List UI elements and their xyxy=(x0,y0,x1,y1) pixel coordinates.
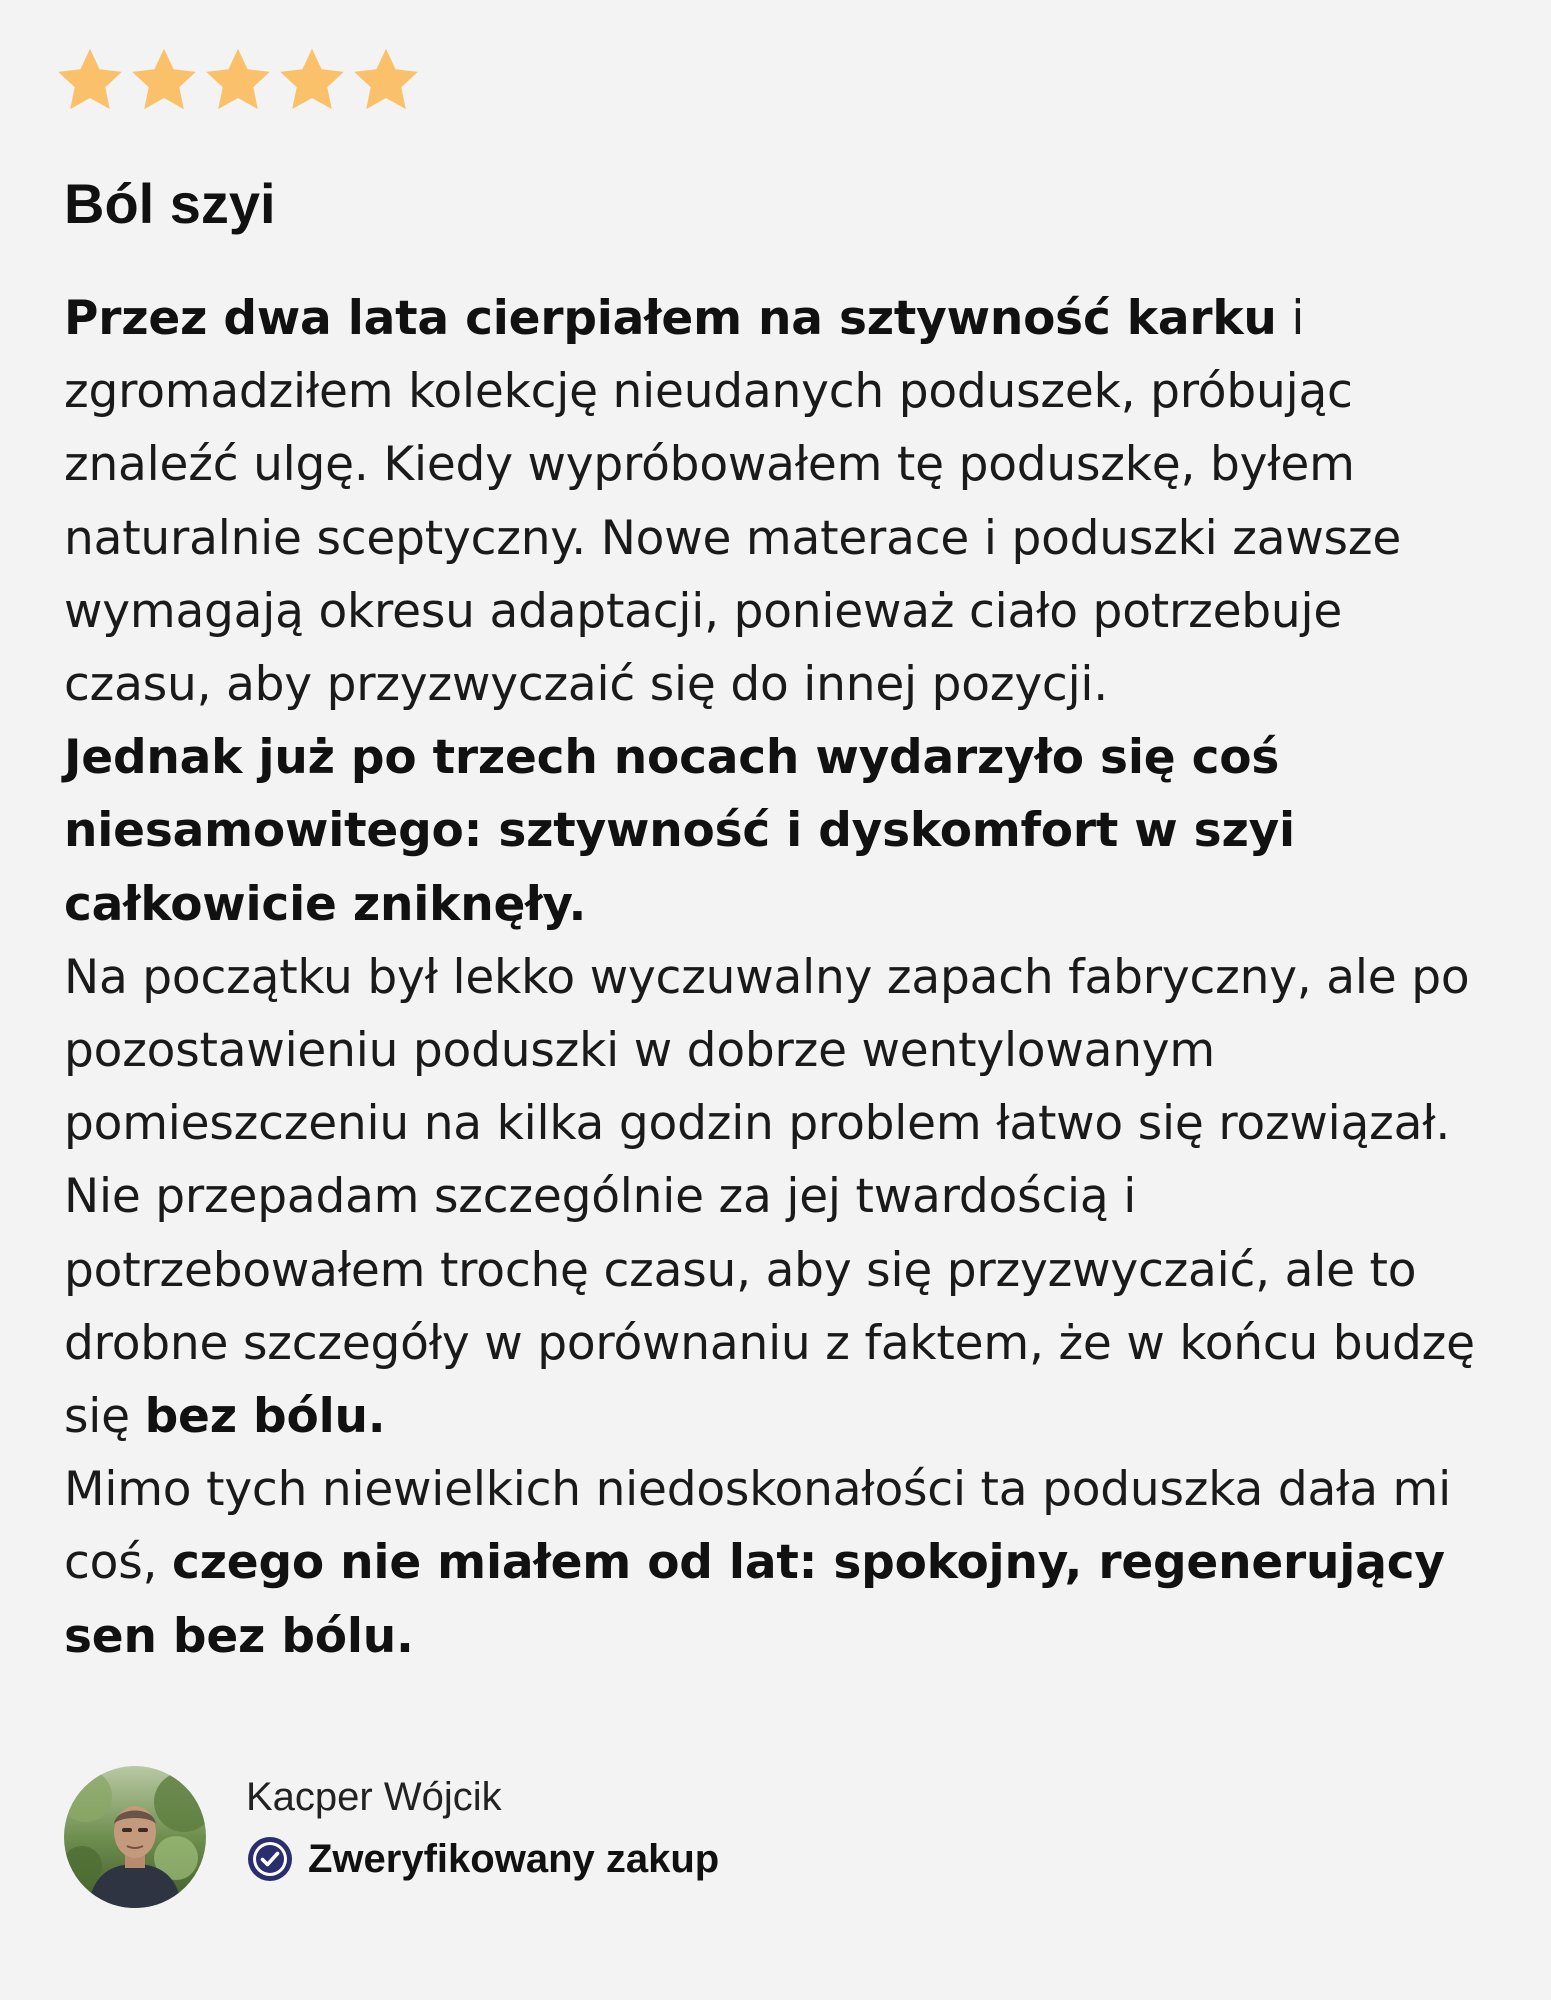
verified-check-icon xyxy=(246,1835,294,1883)
bold-text: czego nie miałem od lat: spokojny, regenerujący sen bez bólu. xyxy=(64,1535,1445,1664)
review-paragraph xyxy=(64,1160,1504,1453)
verified-badge xyxy=(246,1834,719,1884)
star-icon xyxy=(128,44,200,116)
star-rating xyxy=(54,44,422,116)
body-text: Na początku był lekko wyczuwalny zapach fabryczny, ale po pozostawieniu poduszki w dobrze wentylowanym pomieszczeniu na kilka godzin problem łatwo się rozwiązał. xyxy=(64,949,1470,1152)
bold-text: Przez dwa lata cierpiałem na sztywność karku xyxy=(64,291,1277,346)
reviewer-meta xyxy=(246,1766,719,1884)
review-title: Ból szyi xyxy=(64,172,276,235)
body-text: Mimo tych niewielkich niedoskonałości ta poduszka dała mi coś, xyxy=(64,1462,1451,1591)
bold-text: bez bólu. xyxy=(144,1389,386,1445)
verified-purchase-label: Zweryfikowany zakup xyxy=(308,1837,720,1881)
review-paragraph xyxy=(64,1453,1504,1673)
review-paragraph xyxy=(64,721,1504,941)
review-paragraph xyxy=(64,282,1504,721)
bold-text: Jednak już po trzech nocach wydarzyło się coś niesamowitego: sztywność i dyskomfort w szyi całkowicie zniknęły. xyxy=(64,730,1295,932)
reviewer-name: Kacper Wójcik xyxy=(246,1775,502,1819)
review-paragraph xyxy=(64,941,1504,1161)
star-icon xyxy=(54,44,126,116)
body-text: Nie przepadam szczególnie za jej twardością i potrzebowałem trochę czasu, aby się przyzwyczaić, ale to drobne szczegóły w porównaniu z faktem, że w końcu budzę się xyxy=(64,1169,1475,1445)
star-icon xyxy=(276,44,348,116)
reviewer-info xyxy=(64,1766,719,1908)
review-body xyxy=(64,282,1504,1673)
avatar xyxy=(64,1766,206,1908)
body-text: i zgromadziłem kolekcję nieudanych poduszek, próbując znaleźć ulgę. Kiedy wypróbowałem tę poduszkę, byłem naturalnie sceptyczny. Nowe materace i poduszki zawsze wymagają okresu adaptacji, ponieważ ciało potrzebuje czasu, aby przyzwyczaić się do innej pozycji. xyxy=(64,291,1402,713)
star-icon xyxy=(202,44,274,116)
star-icon xyxy=(350,44,422,116)
